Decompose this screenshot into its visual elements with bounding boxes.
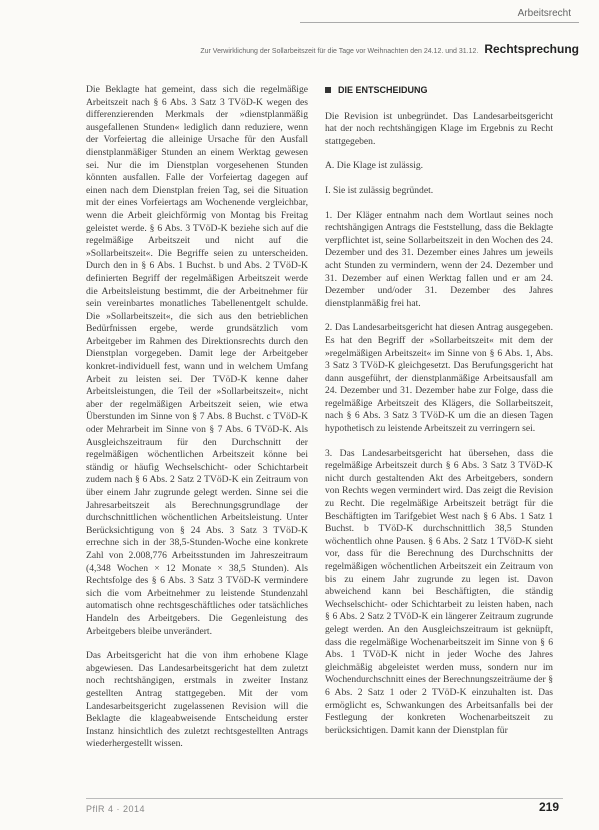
right-paragraph: I. Sie ist zulässig begründet. xyxy=(325,184,434,196)
running-head xyxy=(200,42,579,56)
left-paragraph: Die Beklagte hat gemeint, dass sich die regelmäßige Arbeitszeit nach § 6 Abs. 3 Satz 3 TVöD-K wegen des differenzierenden Merkmals der »dienstplanmäßig ausgefallenen Stunden« lediglich dann reduziere, wenn der Vorfeiertag die alleinige Ursache für den Ausfall dienstplanmäßiger Stunden an einem Werktag gewesen sei. Nur die im Dienstplan vorgesehenen Stunden könnten ausfallen. Falle der Vorfeiertag dagegen auf einen nach dem Dienstplan freien Tag, sei die Situation mit der eines Vorfeiertags am Wochenende vergleichbar, wenn die Arbeit gleichförmig von Montag bis Freitag geleistet werde. § 6 Abs. 3 TVöD-K beziehe sich auf die regelmäßige Arbeitszeit und nicht auf die »Sollarbeitszeit«. Die Begriffe seien zu unterscheiden. Durch den in § 6 Abs. 1 Buchst. b und Abs. 2 TVöD-K definierten Begriff der regelmäßigen Arbeitszeit werde die Arbeitsleistung bestimmt, die der Arbeitnehmer für sein vereinbartes monatliches Tabellenentgelt schulde. Die »Sollarbeitszeit«, die sich aus den betrieblichen Bedürfnissen ergebe, werde grundsätzlich vom Arbeitgeber im Rahmen des Direktionsrechts durch den Dienstplan vorgegeben. Damit lege der Arbeitgeber konkret-individuell fest, wann und in welchem Umfang Arbeit zu leisten sei. Der TVöD-K kenne daher Arbeitsleistungen, die Teil der »Sollarbeitszeit«, nicht aber der regelmäßigen Arbeitszeit seien, wie etwa Überstunden im Sinne von § 7 Abs. 8 Buchst. c TVöD-K oder Mehrarbeit im Sinne von § 7 Abs. 6 TVöD-K. Als Ausgleichszeitraum für den Durchschnitt der regelmäßigen wöchentlichen Arbeitszeit könne bei ständig or häufig Wechselschicht- oder Schichtarbeit zudem nach § 6 Abs. 2 Satz 2 TVöD-K ein Zeitraum von über einem Jahr zugrunde gelegt werden. Sinne sei die Jahresarbeitszeit als Berechnungsgrundlage der durchschnittlichen wöchentlichen Arbeitsleistung. Unter Berücksichtigung von § 24 Abs. 3 Satz 3 TVöD-K errechne sich in der 38,5-Stunden-Woche eine konkrete Zahl von 2.008,776 Arbeitsstunden im Jahreszeitraum (4,348 Wochen × 12 Monate × 38,5 Stunden). Als Rechtsfolge des § 6 Abs. 3 Satz 3 TVöD-K vermindere sich die vom Arbeitnehmer zu leistende Stundenzahl automatisch ohne rechtsgeschäftliches oder tatsächliches Handeln des Arbeitgebers. Die Gegenleistung des Arbeitgebers bleibe unverändert. xyxy=(86,84,308,637)
section-tab: Arbeitsrecht xyxy=(517,8,571,19)
right-paragraph: 1. Der Kläger entnahm nach dem Wortlaut seines noch rechtshängigen Antrags die Feststellung, dass die Beklagte verpflichtet ist, seine Sollarbeitszeit in den Wochen des 24. Dezember und des 31. Dezember eines Jahres um jeweils acht Stunden zu vermindern, wenn der 24. Dezember und 31. Dezember auf einen Werktag fallen und er am 24. Dezember und/oder 31. Dezember des Jahres dienstplanmäßig frei hat. xyxy=(325,209,553,309)
left-column xyxy=(86,84,308,763)
right-paragraph: Die Revision ist unbegründet. Das Landesarbeitsgericht hat der noch rechtshängigen Klage im Ergebnis zu Recht stattgegeben. xyxy=(325,110,553,147)
left-paragraph: Das Arbeitsgericht hat die von ihm erhobene Klage abgewiesen. Das Landesarbeitsgericht hat dem zuletzt noch rechtshängigen, erstmals in zweiter Instanz gestellten Antrag stattgegeben. Mit der vom Landesarbeitsgericht zugelassenen Revision will die Beklagte die klageabweisende Entscheidung erster Instanz hinsichtlich des zuletzt rechtsgestellten Antrags wiederhergestellt wissen. xyxy=(86,650,308,750)
section-name: Rechtsprechung xyxy=(484,42,579,56)
header-rule xyxy=(300,22,579,23)
footer-rule xyxy=(86,798,563,799)
running-title: Zur Verwirklichung der Sollarbeitszeit für die Tage vor Weihnachten den 24.12. und 31.12. xyxy=(200,48,479,55)
right-paragraph: A. Die Klage ist zulässig. xyxy=(325,160,424,172)
square-bullet-icon xyxy=(325,87,331,93)
journal-reference: PflR 4 · 2014 xyxy=(86,804,146,814)
decision-heading-text: DIE ENTSCHEIDUNG xyxy=(338,85,428,95)
right-column xyxy=(325,84,553,749)
decision-heading xyxy=(325,84,553,97)
right-paragraph: 2. Das Landesarbeitsgericht hat diesen Antrag ausgegeben. Es hat den Begriff der »Sollarbeitszeit« mit dem der »regelmäßigen Arbeitszeit« im Sinne von § 6 Abs. 1, Abs. 3 Satz 3 TVöD-K gleichgesetzt. Das Berufungsgericht hat dann ausgeführt, der dienstplanmäßige Arbeitsausfall am 24. Dezember und 31. Dezember habe zur Folge, dass die regelmäßige Arbeitszeit des Klägers, die Sollarbeitszeit, nach § 6 Abs. 3 Satz 3 TVöD-K um die an diesen Tagen hypothetisch zu leistende Arbeitszeit zu verringern sei. xyxy=(325,322,553,435)
right-paragraph: 3. Das Landesarbeitsgericht hat übersehen, dass die regelmäßige Arbeitszeit durch § 6 Abs. 3 Satz 3 TVöD-K nicht durch gestaltenden Akt des Arbeitgebers, sondern von Rechts wegen vermindert wird. Das zeigt die Revision zu Recht. Die regelmäßige Arbeitszeit beträgt für die Beschäftigten im Tarifgebiet West nach § 6 Abs. 1 Satz 1 Buchst. b TVöD-K durchschnittlich 38,5 Stunden wöchentlich ohne Pausen. § 6 Abs. 2 Satz 1 TVöD-K sieht vor, dass für die Berechnung des Durchschnitts der regelmäßigen wöchentlichen Arbeitszeit ein Zeitraum von bis zu einem Jahr zugrunde zu legen ist. Davon abweichend kann bei Beschäftigten, die ständig Wechselschicht- oder Schichtarbeit zu leisten haben, nach § 6 Abs. 2 Satz 2 TVöD-K ein längerer Zeitraum zugrunde gelegt werden. An den Ausgleichszeitraum ist geknüpft, dass die regelmäßige Wochenarbeitszeit im Sinne von § 6 Abs. 1 TVöD-K nicht in jeder Woche des Jahres gleichmäßig abgeleistet werden muss, sondern nur im Wochendurchschnitt eines der Berechnungszeiträume der § 6 Abs. 2 Satz 1 oder 2 TVöD-K einzuhalten ist. Das ermöglicht es, Schwankungen des Arbeitsanfalls bei der Festlegung der konkreten Wochenarbeitszeit zu berücksichtigen. Damit kann der Dienstplan für xyxy=(325,447,553,736)
page-number: 219 xyxy=(538,800,559,814)
